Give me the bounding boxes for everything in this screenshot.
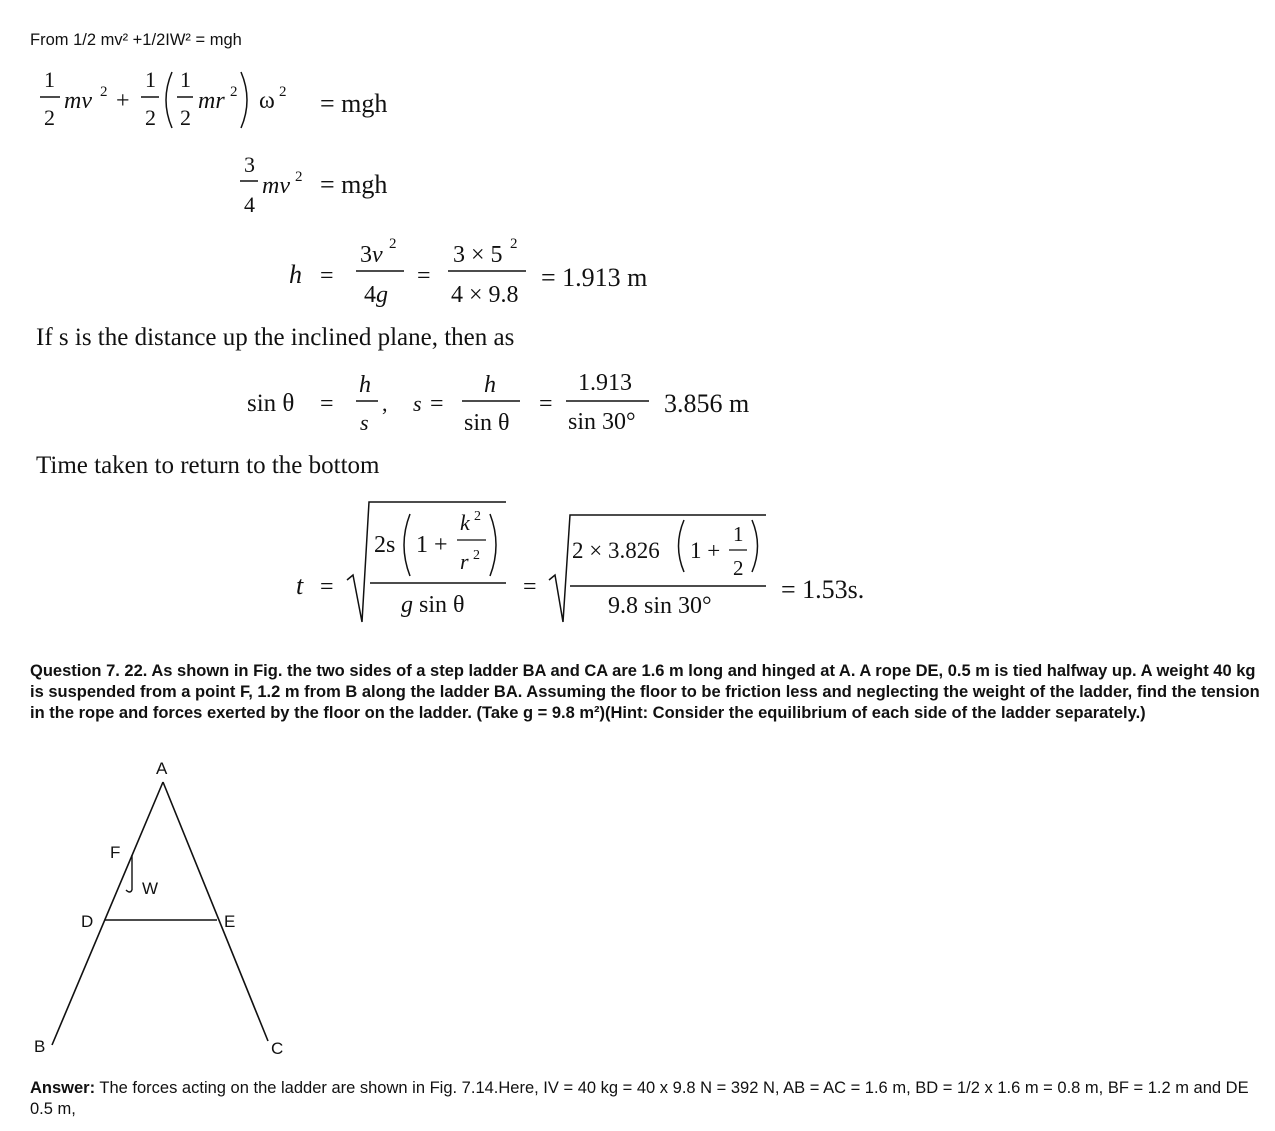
answer-label: Answer: xyxy=(30,1079,96,1097)
equation-height xyxy=(289,236,526,308)
intro-line: From 1/2 mv² +1/2IW² = mgh xyxy=(30,31,242,49)
question-text: Question 7. 22. As shown in Fig. the two sides of a step ladder BA and CA are 1.6 m long and hinged at A. A rope DE, 0.5 m is tied halfway up. A weight 40 kg is suspended from a point F, 1.2 m from B along the ladder BA. Assuming the floor to be friction less and neglecting the weight of the ladder, find the tension in the rope and forces exerted by the floor on the ladder. (Take g = 9.8 m²)(Hint: Consider the equilibrium of each side of the ladder separately.) xyxy=(30,662,1260,722)
svg-text:2 × 3.826: 2 × 3.826 xyxy=(572,538,660,563)
svg-text:3 × 5: 3 × 5 xyxy=(453,242,503,268)
svg-text:4 × 9.8: 4 × 9.8 xyxy=(451,282,519,308)
eq1-rhs: = mgh xyxy=(320,89,388,118)
label-d: D xyxy=(81,912,94,931)
svg-text:+: + xyxy=(116,88,130,114)
label-a: A xyxy=(156,759,168,778)
svg-text:mv: mv xyxy=(262,173,290,199)
svg-text:=: = xyxy=(539,391,553,417)
svg-text:2: 2 xyxy=(230,84,238,100)
svg-text:sin 30°: sin 30° xyxy=(568,409,636,435)
svg-text:3v: 3v xyxy=(360,242,383,268)
label-b: B xyxy=(34,1037,46,1056)
svg-text:=: = xyxy=(320,574,334,600)
svg-text:t: t xyxy=(296,571,304,600)
ladder-side-ba xyxy=(52,782,163,1045)
svg-text:=: = xyxy=(523,574,537,600)
svg-text:2s: 2s xyxy=(374,532,396,558)
svg-text:r: r xyxy=(460,549,469,574)
svg-text:s: s xyxy=(413,391,422,416)
label-w: W xyxy=(142,879,159,898)
svg-text:3: 3 xyxy=(244,152,255,177)
eq3-result: = 1.913 m xyxy=(541,263,648,292)
svg-text:=: = xyxy=(430,391,444,417)
eq4-result: 3.856 m xyxy=(664,389,750,418)
eq2-rhs: = mgh xyxy=(320,170,388,199)
svg-text:1: 1 xyxy=(180,67,191,92)
svg-text:sin θ: sin θ xyxy=(464,410,510,436)
svg-text:2: 2 xyxy=(389,236,397,252)
svg-text:1: 1 xyxy=(733,522,744,546)
svg-text:1.913: 1.913 xyxy=(578,370,632,396)
svg-text:s: s xyxy=(360,410,369,435)
svg-text:2: 2 xyxy=(474,509,481,524)
label-f: F xyxy=(110,843,121,862)
svg-text:4: 4 xyxy=(244,192,255,217)
svg-text:2: 2 xyxy=(279,84,287,100)
svg-text:h: h xyxy=(289,260,302,289)
eq5-result: = 1.53s. xyxy=(781,575,865,604)
svg-text:h: h xyxy=(484,372,496,398)
incline-prose: If s is the distance up the inclined plane, then as xyxy=(36,324,515,351)
equation-kinetic-energy xyxy=(40,67,287,130)
svg-text:9.8 sin 30°: 9.8 sin 30° xyxy=(608,593,712,619)
svg-text:2: 2 xyxy=(510,236,518,252)
svg-text:2: 2 xyxy=(473,548,480,563)
svg-text:1: 1 xyxy=(145,67,156,92)
svg-text:,: , xyxy=(382,391,388,416)
equation-three-quarters xyxy=(240,152,303,217)
svg-text:1 +: 1 + xyxy=(690,538,721,563)
label-e: E xyxy=(224,912,236,931)
svg-text:mv: mv xyxy=(64,88,92,114)
svg-text:h: h xyxy=(359,372,371,398)
time-prose: Time taken to return to the bottom xyxy=(36,452,380,479)
weight-hook xyxy=(126,890,132,892)
svg-text:1 +: 1 + xyxy=(416,532,448,558)
svg-text:sin θ: sin θ xyxy=(247,390,295,417)
svg-text:2: 2 xyxy=(180,105,191,130)
svg-text:mr: mr xyxy=(198,88,225,114)
svg-text:2: 2 xyxy=(295,169,303,185)
equation-time xyxy=(296,502,766,622)
label-c: C xyxy=(271,1039,284,1058)
svg-text:2: 2 xyxy=(733,556,744,580)
svg-text:4g: 4g xyxy=(364,282,388,308)
svg-text:ω: ω xyxy=(259,88,275,114)
answer-paragraph xyxy=(30,1078,1270,1120)
svg-text:=: = xyxy=(417,263,431,289)
answer-text: The forces acting on the ladder are shown in Fig. 7.14.Here, IV = 40 kg = 40 x 9.8 N = 392 N, AB = AC = 1.6 m, BD = 1/2 x 1.6 m = 0.8 m, BF = 1.2 m and DE 0.5 m, xyxy=(30,1079,1249,1118)
ladder-figure xyxy=(0,750,320,1070)
svg-text:2: 2 xyxy=(100,84,108,100)
svg-text:k: k xyxy=(460,510,470,535)
svg-text:1: 1 xyxy=(44,67,55,92)
svg-text:2: 2 xyxy=(145,105,156,130)
svg-text:g sin θ: g sin θ xyxy=(401,592,465,618)
svg-text:=: = xyxy=(320,263,334,289)
equation-distance xyxy=(247,370,649,436)
svg-text:2: 2 xyxy=(44,105,55,130)
svg-text:=: = xyxy=(320,391,334,417)
ladder-side-ca xyxy=(163,782,268,1041)
